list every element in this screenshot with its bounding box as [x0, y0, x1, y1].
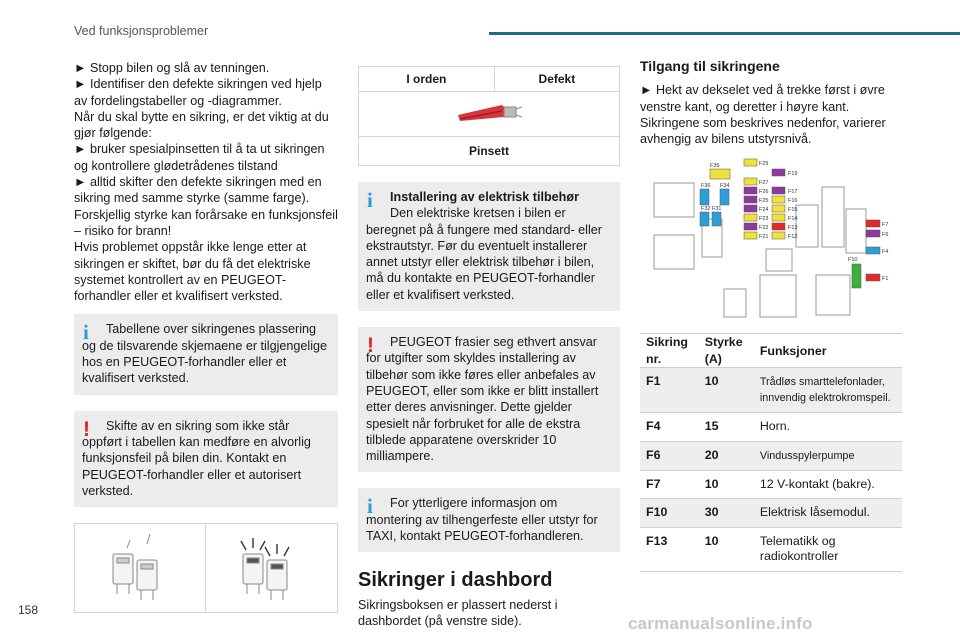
label-f32: F32 — [701, 206, 711, 213]
fuse-slot-f32 — [700, 212, 709, 226]
column-2 — [358, 66, 620, 629]
label-f27: F27 — [759, 180, 769, 187]
header-accent-bar — [489, 32, 960, 35]
label-f36: F36 — [701, 183, 711, 190]
label-f13: F13 — [788, 225, 798, 232]
step-same-rating: ► alltid skifter den defekte sikringen med en sikring med samme styrke (samme farge). — [74, 175, 322, 206]
fuse-slot-f35 — [710, 169, 730, 179]
fuse-illustration-icon — [75, 524, 337, 612]
fuse-slot-f14 — [772, 214, 785, 221]
label-f15: F15 — [788, 207, 798, 214]
label-f6: F6 — [882, 232, 889, 239]
header-ok: I orden — [359, 67, 495, 92]
fuse-slot-f10 — [852, 264, 861, 288]
table-row: F7 10 12 V-kontakt (bakre). — [640, 470, 902, 499]
fuse-slot-f25 — [744, 196, 757, 203]
tweezers-image-cell — [359, 92, 620, 137]
fuse-box-diagram — [640, 157, 902, 325]
col-header-fuse-no: Sikring nr. — [640, 334, 699, 368]
fuse-slot-f26 — [744, 187, 757, 194]
col-header-rating: Styrke (A) — [699, 334, 754, 368]
label-f26: F26 — [759, 189, 769, 196]
table-row: F10 30 Elektrisk låsemodul. — [640, 499, 902, 528]
fuse-slot-f34 — [720, 189, 729, 205]
label-f12: F12 — [788, 234, 798, 241]
info-icon: i — [83, 320, 89, 345]
label-f23: F23 — [759, 216, 769, 223]
label-f10: F10 — [848, 257, 858, 264]
table-row: F6 20 Vindusspylerpumpe — [640, 441, 902, 470]
column-1 — [74, 60, 338, 613]
fuse-slot-f31 — [712, 212, 721, 226]
fuse-slot-f12 — [772, 232, 785, 239]
step-identify-fuse: ► Identifiser den defekte sikringen ved hjelp av fordelingstabeller og -diagrammer. — [74, 77, 322, 108]
label-f22: F22 — [759, 225, 769, 232]
unhook-cover-step: ► Hekt av dekselet ved å trekke først i øvre venstre kant, og deretter i høyre kant. — [640, 83, 885, 114]
column-3 — [640, 58, 902, 572]
warning-icon: ! — [367, 334, 374, 358]
label-f19: F19 — [788, 171, 798, 178]
fuse-slot-f22 — [744, 223, 757, 230]
fuse-slot-f7 — [866, 220, 880, 227]
label-f31: F31 — [712, 206, 722, 213]
step-use-tweezers: ► bruker spesialpinsetten til å ta ut sikringen og kontrollere glødetrådenes tilstand — [74, 142, 325, 173]
fuse-slot-f4 — [866, 247, 880, 254]
step-stop-car: ► Stopp bilen og slå av tenningen. — [74, 61, 270, 75]
page-header-title: Ved funksjonsproblemer — [74, 24, 209, 38]
section-heading-fuse-access: Tilgang til sikringene — [640, 58, 780, 74]
fuse-comparison-illustration — [74, 523, 338, 613]
table-row: F13 10 Telematikk og radiokontroller — [640, 527, 902, 571]
fuse-slot-f19 — [772, 169, 785, 176]
warning-icon: ! — [83, 417, 90, 441]
fuse-slot-f13 — [772, 223, 785, 230]
label-f29: F29 — [759, 161, 769, 168]
label-f24: F24 — [759, 207, 769, 214]
section-heading-dashboard-fuses: Sikringer i dashbord — [358, 569, 553, 592]
replace-intro: Når du skal bytte en sikring, er det viktig at du gjør følgende: — [74, 109, 329, 141]
info-notice-tables: i Tabellene over sikringenes plassering og de tilsvarende skjemaene er tilgjengelige hos en PEUGEOT-forhandler eller et kvalifisert verksted. — [74, 314, 338, 394]
fuse-slot-f6 — [866, 230, 880, 237]
label-f4: F4 — [882, 249, 889, 256]
fuse-slot-f36 — [700, 189, 709, 205]
fuse-state-table — [358, 66, 620, 166]
label-f1: F1 — [882, 276, 889, 283]
fuse-slot-f24 — [744, 205, 757, 212]
fuse-slot-f15 — [772, 205, 785, 212]
table-row: F1 10 Trådløs smarttelefonlader, innvendig elektrokromspeil. — [640, 368, 902, 413]
label-f25: F25 — [759, 198, 769, 205]
fuse-slot-f1 — [866, 274, 880, 281]
info-icon: i — [367, 494, 373, 519]
table-row: F4 15 Horn. — [640, 413, 902, 442]
fuse-slot-f16 — [772, 196, 785, 203]
fuse-box-location: Sikringsboksen er plassert nederst i dashbordet (på venstre side). — [358, 597, 558, 628]
warning-notice-unlisted-fuse: ! Skifte av en sikring som ikke står oppført i tabellen kan medføre en alvorlig funksjonsfeil på bilen din. Kontakt en PEUGEOT-forhandler eller et autorisert verksted. — [74, 411, 338, 507]
watermark-text: carmanualsonline.info — [628, 614, 813, 633]
tweezers-label: Pinsett — [359, 137, 620, 166]
col-header-functions: Funksjoner — [754, 334, 902, 368]
header-defect: Defekt — [494, 67, 619, 92]
info-notice-towbar: i For ytterligere informasjon om montering av tilhengerfeste eller utstyr for TAXI, kontakt PEUGEOT-forhandleren. — [358, 488, 620, 552]
fuse-slot-f27 — [744, 178, 757, 185]
label-f21: F21 — [759, 234, 769, 241]
tweezers-icon — [454, 97, 524, 127]
info-notice-accessories: i Installering av elektrisk tilbehør Den elektriske kretsen i bilen er beregnet på å fungere med standard- eller ekstrautstyr. Før du eventuelt installerer annet utstyr eller elektrisk tilbehør i bilen, må du kontakte en PEUGEOT-forhandler eller et kvalifisert verksted. — [358, 182, 620, 311]
fuse-slot-f23 — [744, 214, 757, 221]
label-f16: F16 — [788, 198, 798, 205]
label-f14: F14 — [788, 216, 798, 223]
warning-notice-liability: ! PEUGEOT frasier seg ethvert ansvar for utgifter som skyldes installering av tilbehør som ikke føres eller anbefales av PEUGEOT, eller som ikke er blitt installert etter deres anvisninger. Dette gjelder spesielt når forbruket for alle de ekstra tilblede apparatene overskrider 10 milliampere. — [358, 327, 620, 472]
fire-risk-text: Forskjellig styrke kan forårsake en funksjonsfeil – risiko for brann! — [74, 207, 338, 238]
label-f7: F7 — [882, 222, 889, 229]
page-number: 158 — [18, 603, 39, 617]
fuse-slot-f29 — [744, 159, 757, 166]
label-f17: F17 — [788, 189, 798, 196]
label-f34: F34 — [720, 183, 730, 190]
fuse-slot-f21 — [744, 232, 757, 239]
recurring-problem-text: Hvis problemet oppstår ikke lenge etter at sikringen er skiftet, bør du få det elektriske systemet kontrollert av en PEUGEOT-forhandler eller et kvalifisert verksted. — [74, 240, 311, 304]
label-f35: F35 — [710, 163, 720, 170]
fuse-variation-note: Sikringene som beskrives nedenfor, varierer avhengig av bilens utstyrsnivå. — [640, 115, 886, 147]
fuse-slot-f17 — [772, 187, 785, 194]
info-icon: i — [367, 188, 373, 212]
fuse-function-table — [640, 333, 902, 571]
